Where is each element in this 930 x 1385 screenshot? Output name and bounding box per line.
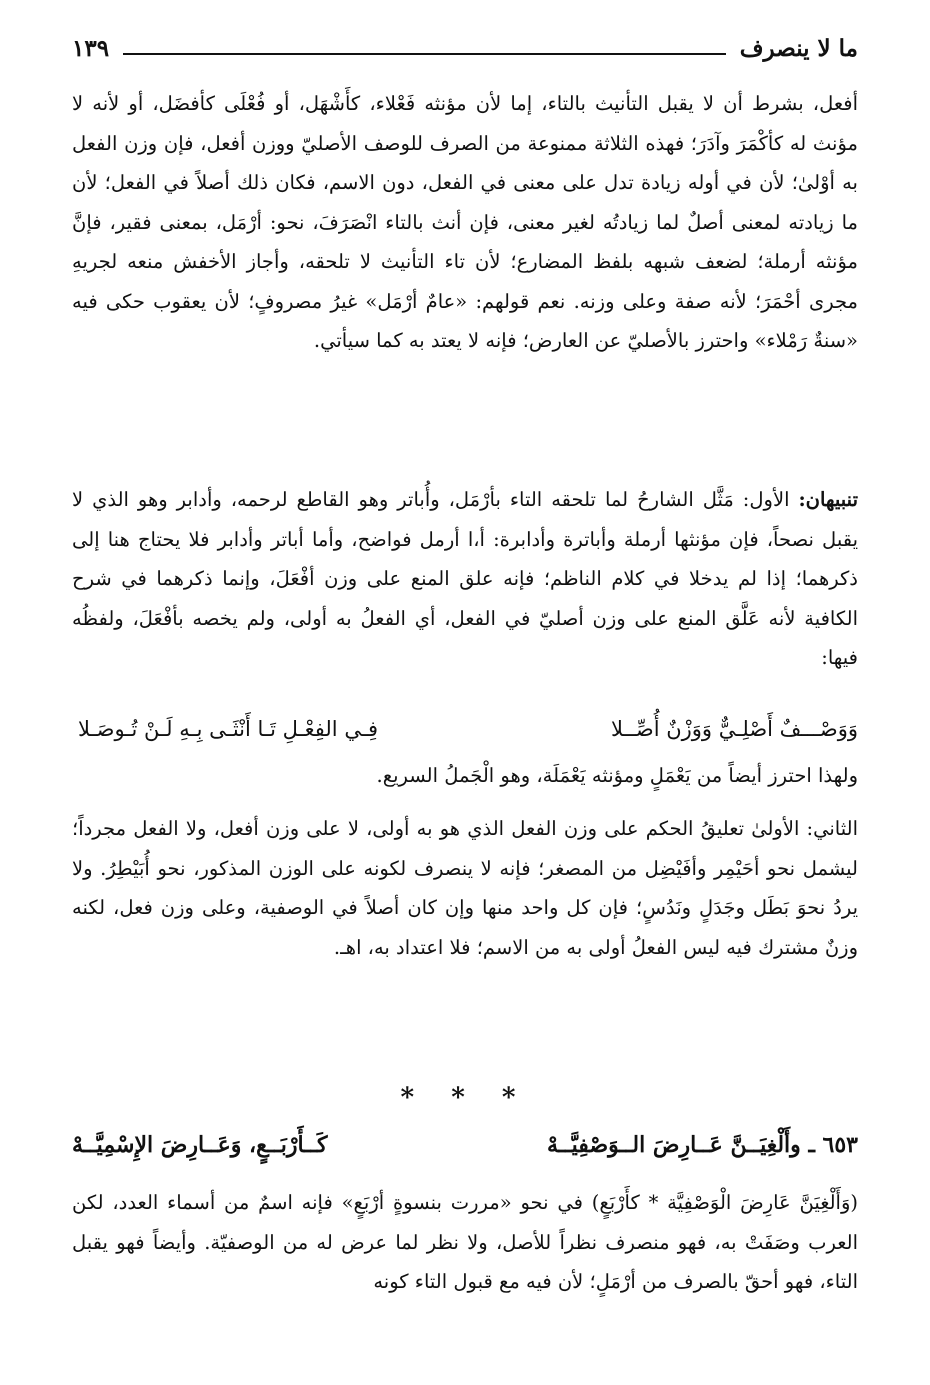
paragraph-1-block: [72, 84, 858, 361]
paragraph-3: ولهذا احترز أيضاً من يَعْمَلٍ ومؤنثه يَعْمَلَة، وهو الْجَملُ السريع.: [376, 764, 858, 787]
paragraph-3-block: [72, 756, 858, 796]
running-title: ما لا ينصرف: [739, 34, 858, 62]
verse-second-hemistich: فِـي الفِعْـلِ تَـا أَنْثَـى بِـهِ لَـنْ تُـوصَـلا: [78, 717, 379, 741]
section-separator: * * *: [400, 1083, 530, 1113]
paragraph-5: (وَأَلْغِيَنَّ عَارِضَ الْوَصْفِيَّة * كأَرْبَعٍ) في نحو «مررت بنسوةٍ أرْبَعٍ» فإنه اسمٌ من أسماء العدد، لكن العرب وصَفَتْ به، فهو منصرف نظراً للأصل، ولا نظر لما عرض له من الوصفيّة. وأيضاً فهو يقبل التاء، فهو أحقّ بالصرف من أرْمَلٍ؛ لأن فيه مع قبول التاء كونه: [72, 1191, 858, 1293]
verse-line: [78, 717, 858, 741]
paragraph-2-block: [72, 480, 858, 678]
paragraph-5-block: [72, 1183, 858, 1302]
paragraph-2: [72, 480, 858, 678]
page-number: ١٣٩: [72, 34, 110, 62]
paragraph-1: أفعل، بشرط أن لا يقبل التأنيث بالتاء، إما لأن مؤنثه فَعْلاء، كأَشْهَل، أو فُعْلَى كأفضَل، أو لأنه لا مؤنث له كأكْمَرَ وآدَرَ؛ فهذه الثلاثة ممنوعة من الصرف للوصف الأصليّ ووزن أفعل، فإن وزن الفعل به أوْلىٰ؛ لأن في أوله زيادة تدل على معنى في الفعل، دون الاسم، فكان ذلك أصلاً في الفعل؛ لأن ما زيادته لمعنى أصلٌ لما زيادتُه لغير معنى، فإن أنث بالتاء انْصَرَفَ، نحو: أرْمَل، بمعنى فقير، فإنَّ مؤنثه أرملة؛ لضعف شبهه بلفظ المضارع؛ لأن تاء التأنيث لا تلحقه، وأجاز الأخفش منعه لجريهِ مجرى أحْمَرَ؛ لأنه صفة وعلى وزنه. نعم قولهم: «عامٌ أرْمَل» غيرُ مصروفٍ؛ لأن يعقوب حكى فيه «سنةٌ رَمْلاء» واحترز بالأصليّ عن العارض؛ فإنه لا يعتد به كما سيأتي.: [72, 92, 859, 352]
section-heading-tanbihan: تنبيهان:: [798, 488, 858, 511]
paragraph-4: الثاني: الأولىٰ تعليقُ الحكم على وزن الفعل الذي هو به أولى، لا على وزن أفعل، ولا الفعل مجرداً؛ ليشمل نحو أحَيْمِر وأفَيْضِل من المصغر؛ فإنه لا ينصرف لكونه على الوزن المذكور، نحو أُبَيْطِرُ. ولا يردُ نحوَ بَطَل وجَدَلٍ ونَدُسٍ؛ فإن كل واحد منها وإن كان أصلاً في الوصفية، وعلى وزن فعل، لكنه وزنٌ مشترك فيه ليس الفعلُ أولى به من الاسم؛ فلا اعتداد به، اهـ.: [72, 817, 858, 959]
paragraph-4-block: [72, 809, 858, 967]
verse-653-first-hemistich: ٦٥٣ ـ وأَلْغِيَــنَّ عَــارِضَ الــوَصْفِيَّــهْ: [546, 1132, 858, 1158]
page-header: [72, 30, 858, 66]
verse-653-second-hemistich: كَــأَرْبَــعٍ، وَعَــارِضَ الإِسْمِيَّــهْ: [72, 1132, 328, 1158]
verse-first-hemistich: وَوَصْـــفٌ أَصْلِـيٌّ وَوَزْنٌ أُصِّــلا: [611, 717, 858, 741]
verse-653: [72, 1132, 858, 1158]
paragraph-2-text: الأول: مَثَّل الشارحُ لما تلحقه التاء بأرْمَل، وأُباتر وهو القاطع لرحمه، وأدابر وهو الذي لا يقبل نصحاً، فإن مؤنثها أرملة وأباترة وأدابرة: أ،ا أرمل فواضح، وأما أباتر وأدابر فلا يحتاج هنا إلى ذكرهما؛ إذا لم يدخلا في كلام الناظم؛ فإنه علق المنع على وزن أفْعَلَ، وإنما ذكرهما في شرح الكافية لأنه عَلَّق المنع على وزن أصليّ في الفعل، أي الفعلُ به أولى، ولم يخصه بأفْعَلَ، ولفظُه فيها:: [72, 488, 858, 669]
header-rule: [123, 53, 726, 55]
